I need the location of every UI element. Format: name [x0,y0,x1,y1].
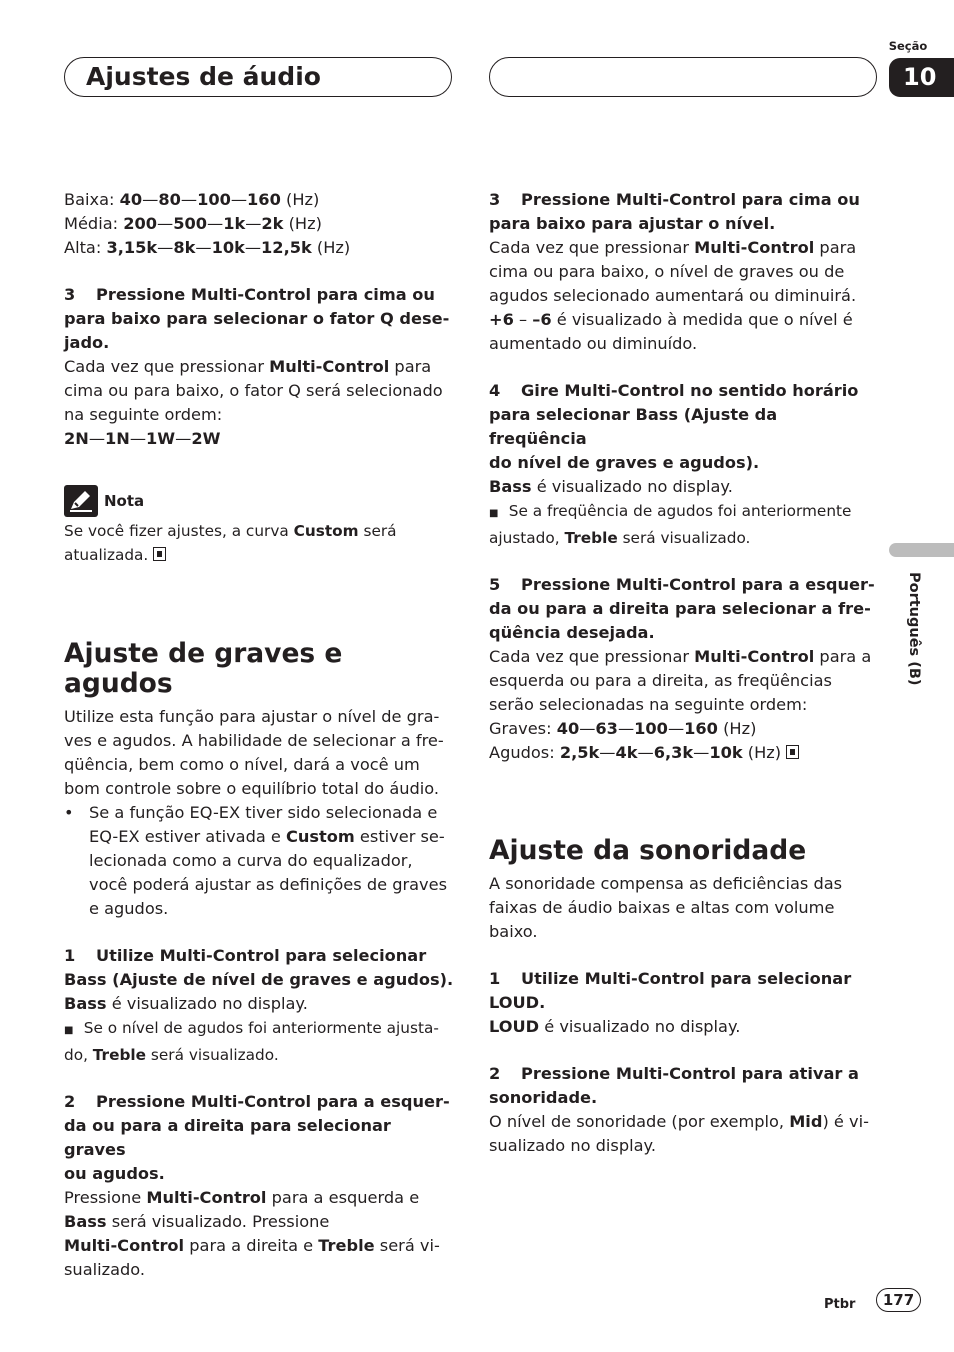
step-select-loud-body: LOUD é visualizado no display. [489,1017,741,1036]
end-mark-icon [153,547,166,561]
page-number: 177 [876,1288,921,1312]
sonoridade-intro: A sonoridade compensa as deficiências das faixas de áudio baixas e altas com volume baixo. [489,874,843,941]
step-activate-loud-body: O nível de sonoridade (por exemplo, Mid) é vi- sualizado no display. [489,1112,869,1155]
eq-ex-bullet: • Se a função EQ-EX tiver sido selecionada e EQ-EX estiver ativada e Custom estiver se- lecionada como a curva do equalizador, você poderá ajustar as definições de graves e agudos. [64,803,448,918]
freq-alta-line: Alta: 3,15k—8k—10k—12,5k (Hz) [64,238,351,257]
chapter-title: Ajustes de áudio [64,57,452,97]
note-text: Se você fizer ajustes, a curva Custom será atualizada. [64,522,397,564]
step-select-frequency-heading: 4 Gire Multi-Control no sentido horário para selecionar Bass (Ajuste da freqüência do nível de graves e agudos). [489,381,859,472]
step-q-factor-heading: 3 Pressione Multi-Control para cima ou para baixo para selecionar o fator Q dese- jado. [64,285,450,352]
header-empty-pill [489,57,877,97]
section-heading-sonoridade: Ajuste da sonoridade [489,835,807,866]
step-choose-frequency-heading: 5 Pressione Multi-Control para a esquer- da ou para a direita para selecionar a fre- qüência desejada. [489,575,875,642]
note-header [64,484,456,518]
step-select-frequency-note: ■ Se a freqüência de agudos foi anteriormente ajustado, Treble será visualizado. [489,502,852,547]
graves-intro: Utilize esta função para ajustar o nível de gra- ves e agudos. A habilidade de selecionar a fre- qüência, bem como o nível, dará a você um bom controle sobre o equilíbrio total do áudio. [64,707,444,798]
graves-freq-line: Graves: 40—63—100—160 (Hz) [489,719,757,738]
agudos-freq-line: Agudos: 2,5k—4k—6,3k—10k (Hz) [489,741,879,765]
step-select-bass-note: ■ Se o nível de agudos foi anteriormente ajusta- do, Treble será visualizado. [64,1019,439,1064]
step-adjust-level-heading: 3 Pressione Multi-Control para cima ou para baixo para ajustar o nível. [489,190,860,233]
left-column [64,188,456,1282]
step-select-frequency-body: Bass é visualizado no display. [489,477,733,496]
right-column [489,188,879,1158]
step-activate-loud-heading: 2 Pressione Multi-Control para ativar a sonoridade. [489,1064,859,1107]
step-q-factor-body: Cada vez que pressionar Multi-Control para cima ou para baixo, o fator Q será selecionado na seguinte ordem: 2N—1N—1W—2W [64,357,443,448]
language-side-label: Português (B) [906,572,922,686]
section-label: Seção [888,39,928,53]
pencil-note-icon [64,485,98,517]
step-adjust-level-body: Cada vez que pressionar Multi-Control para cima ou para baixo, o nível de graves ou de agudos selecionado aumentará ou diminuirá. +6 – –6 é visualizado à medida que o nível é aumentado ou diminuído. [489,238,857,353]
note-label: Nota [104,492,145,510]
step-toggle-graves-agudos-heading: 2 Pressione Multi-Control para a esquer- da ou para a direita para selecionar graves ou agudos. [64,1092,450,1183]
language-code: Ptbr [824,1297,856,1312]
side-tab-marker [889,543,954,557]
end-mark-icon [786,745,799,759]
step-toggle-graves-agudos-body: Pressione Multi-Control para a esquerda e Bass será visualizado. Pressione Multi-Control para a direita e Treble será vi- sualizado. [64,1188,440,1279]
step-select-loud-heading: 1 Utilize Multi-Control para selecionar LOUD. [489,969,852,1012]
step-select-bass-body: Bass é visualizado no display. [64,994,308,1013]
freq-media-line: Média: 200—500—1k—2k (Hz) [64,214,322,233]
section-heading-graves: Ajuste de graves e agudos [64,638,343,699]
step-choose-frequency-body: Cada vez que pressionar Multi-Control para a esquerda ou para a direita, as freqüências serão selecionadas na seguinte ordem: Graves: 40—63—100—160 (Hz) Agudos: 2,5k—4k—6,3k—10k (Hz) [489,645,879,765]
freq-baixa-line: Baixa: 40—80—100—160 (Hz) [64,190,320,209]
step-select-bass-heading: 1 Utilize Multi-Control para selecionar Bass (Ajuste de nível de graves e agudos). [64,946,454,989]
section-number-badge: 10 [889,58,954,97]
